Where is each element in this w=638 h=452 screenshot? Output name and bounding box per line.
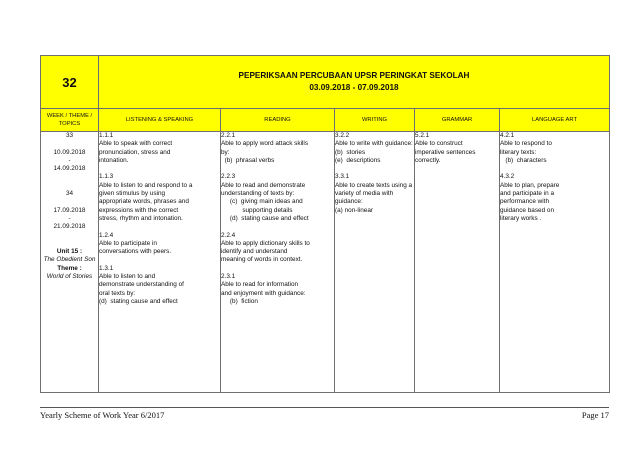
- col-language-art: LANGUAGE ART: [500, 109, 610, 132]
- page-footer: [40, 407, 609, 420]
- col-grammar: GRAMMAR: [415, 109, 500, 132]
- week1-dash: -: [68, 156, 71, 164]
- exam-title-line1: PEPERIKSAAN PERCUBAAN UPSR PERINGKAT SEKOLAH: [238, 71, 470, 80]
- footer-title: Yearly Scheme of Work Year 6/2017: [40, 410, 165, 420]
- listening-content: 1.1.1 Able to speak with correct pronunciation, stress and intonation. 1.1.3 Able to listen to and respond to a given stimulus by using appropriate words, phrases and expressions with the correct stress, rhythm and intonation. 1.2.4 Able to participate in conversations with peers. 1.3.1 Able to listen to and demonstrate understanding of oral texts by: (d) stating cause and effect: [99, 132, 221, 393]
- week2-dash: -: [68, 214, 71, 222]
- theme-label: Theme :: [57, 264, 82, 272]
- week1-start-date: 10.09.2018: [53, 148, 86, 156]
- reading-content: 2.2.1 Able to apply word attack skills by: (b) phrasal verbs 2.2.3 Able to read and demonstrate understanding of texts by: (c) giving main ideas and supporting details (d) stating cause and effect 2.2.4 Able to apply dictionary skills to identify and understand meaning of words in context. 2.3.1 Able to read for information and enjoyment with guidance: (b) fiction: [221, 132, 335, 393]
- header-row: [41, 56, 610, 109]
- week2-end-date: 21.09.2018: [53, 223, 86, 231]
- col-writing: WRITING: [335, 109, 415, 132]
- col-listening: LISTENING & SPEAKING: [99, 109, 221, 132]
- unit-label: Unit 15 :: [56, 248, 83, 256]
- scheme-sheet: [40, 55, 609, 393]
- unit-name: The Obedient Son: [43, 256, 96, 264]
- scheme-table: [40, 55, 610, 393]
- week2-number: 34: [65, 190, 74, 198]
- week1-number: 33: [65, 132, 74, 139]
- week2-start-date: 17.09.2018: [53, 206, 86, 214]
- theme-name: World of Stories: [46, 273, 93, 281]
- col-week-theme: WEEK / THEME / TOPICS: [41, 109, 99, 132]
- week-theme-cell: [41, 132, 99, 393]
- exam-title: [99, 56, 610, 109]
- writing-content: 3.2.2 Able to write with guidance: (b) stories (e) descriptions 3.3.1 Able to create texts using a variety of media with guidance: (a) non-linear: [335, 132, 415, 393]
- week-number: 32: [41, 56, 99, 109]
- exam-date-range: 03.09.2018 - 07.09.2018: [309, 83, 399, 92]
- col-reading: READING: [221, 109, 335, 132]
- language-art-content: 4.2.1 Able to respond to literary texts: (b) characters 4.3.2 Able to plan, prepare and participate in a performance with guidance based on literary works .: [500, 132, 610, 393]
- content-row: [41, 132, 610, 393]
- week1-end-date: 14.09.2018: [53, 165, 86, 173]
- column-header-row: [41, 109, 610, 132]
- grammar-content: 5.2.1 Able to construct imperative sentences correctly.: [415, 132, 500, 393]
- page-number: Page 17: [581, 410, 609, 420]
